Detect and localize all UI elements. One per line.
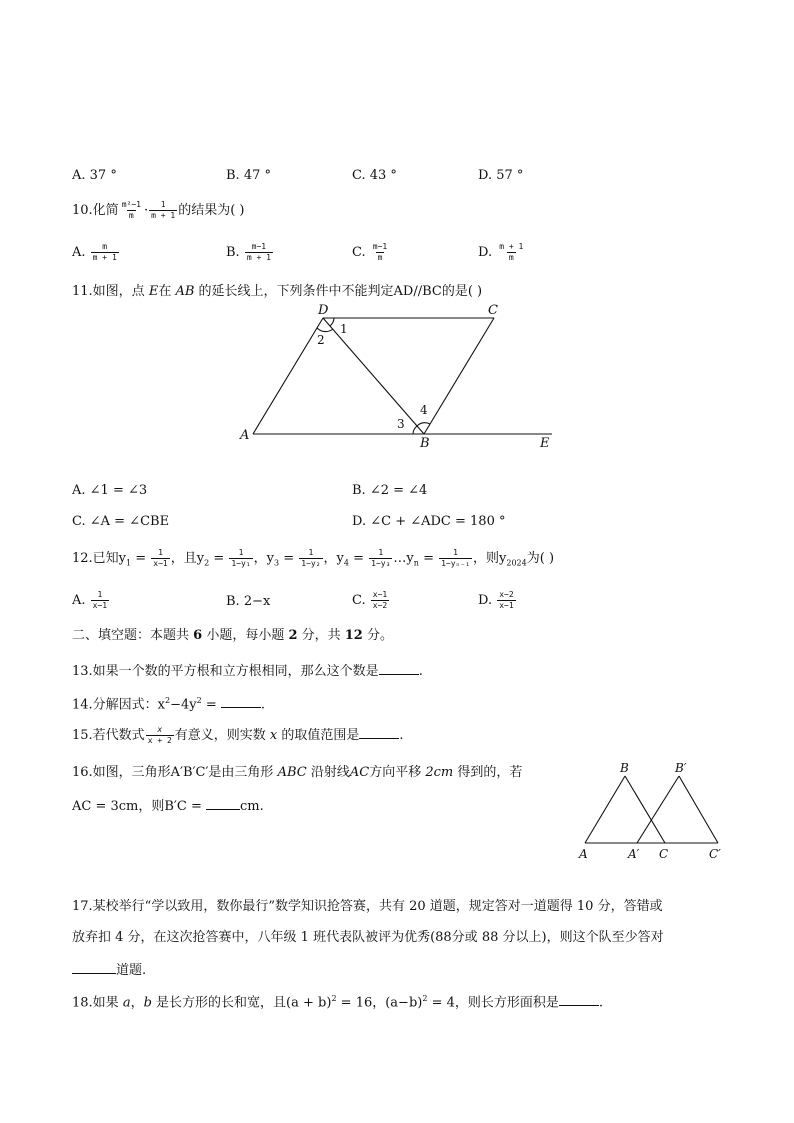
section2-mid: 小题，每小题 xyxy=(202,628,289,643)
q12-fn-den: 1−yₙ₋₁ xyxy=(441,559,471,568)
q10-opt-b-label: B. xyxy=(226,245,240,260)
q17-answer-blank[interactable] xyxy=(72,959,116,974)
q12-suffix: 为( ) xyxy=(526,551,555,566)
q12-f3-den: 1−y₂ xyxy=(301,559,321,568)
q9-option-b[interactable]: B. 47 ° xyxy=(226,168,271,183)
q12-opt-a-den: x−1 xyxy=(92,601,108,610)
q16-distance: 2cm xyxy=(425,765,454,780)
q10-opt-d-num: m + 1 xyxy=(499,242,524,251)
q12-option-c[interactable] xyxy=(352,590,390,611)
section2-pre: 二、填空题：本题共 xyxy=(72,628,194,643)
q12-opt-c-den: x−2 xyxy=(372,601,388,610)
q12-option-b[interactable]: B. 2−x xyxy=(226,594,271,609)
q12-opt-d-num: x−2 xyxy=(499,590,514,599)
q11-label-2: 2 xyxy=(317,333,325,347)
q11-option-a[interactable]: A. ∠1 = ∠3 xyxy=(72,483,148,498)
q16-label-c: C xyxy=(659,847,669,861)
q15-end: . xyxy=(399,728,404,743)
q12-eq2: = xyxy=(209,551,229,566)
question-17-line-1: 17.某校举行“学以致用，数你最行”数学知识抢答赛，共有 20 道题，规定答对一道题得 10 分，答错或 xyxy=(72,899,663,914)
q16-ac: AC xyxy=(349,765,370,780)
q12-option-d[interactable] xyxy=(478,590,517,611)
q18-comma: ， xyxy=(130,995,144,1011)
question-14 xyxy=(72,691,265,715)
q16-line1-post: 得到的，若 xyxy=(453,765,523,780)
q12-opt-c-frac xyxy=(371,590,389,611)
q18-var-b: b xyxy=(143,995,152,1011)
q14-mid: −4y xyxy=(170,697,197,713)
q11-label-d: D xyxy=(318,303,329,318)
q16-line1-mid: 沿射线 xyxy=(306,765,350,780)
q12-mid3: ，y xyxy=(323,551,344,566)
q12-mid4: …y xyxy=(393,551,414,566)
q16-answer-blank[interactable] xyxy=(206,795,240,810)
q18-end: . xyxy=(598,995,604,1011)
q12-mid1: ，且y xyxy=(170,551,205,566)
q12-sub3: 3 xyxy=(274,558,280,568)
q11-option-d[interactable]: D. ∠C + ∠ADC = 180 ° xyxy=(352,514,506,529)
q10-f1-den: m xyxy=(128,211,134,220)
q11-line-ad xyxy=(253,318,323,434)
q12-frac-1 xyxy=(151,548,169,569)
q18-answer-blank[interactable] xyxy=(559,991,599,1006)
q9-option-a[interactable]: A. 37 ° xyxy=(72,168,117,183)
q11-label-3: 3 xyxy=(397,417,405,431)
q11-arc-angle-2 xyxy=(317,328,333,332)
q12-opt-c-label: C. xyxy=(352,593,366,608)
q12-frac-3 xyxy=(299,548,322,569)
q11-text-mid1: 在 xyxy=(158,284,176,299)
q12-opt-d-den: x−1 xyxy=(499,601,514,610)
q12-eq4: = xyxy=(348,551,369,566)
q12-eq1: = xyxy=(131,551,151,566)
q12-f1-num: 1 xyxy=(158,548,163,557)
question-17-line-2: 放弃扣 4 分，在这次抢答赛中，八年级 1 班代表队被评为优秀(88分或 88 分以上)，则这个队至少答对 xyxy=(72,930,664,945)
q12-frac-4 xyxy=(369,548,392,569)
q12-frac-2 xyxy=(229,548,252,569)
q12-mid5: ，则y xyxy=(473,551,507,566)
q16-line2-post: cm. xyxy=(239,799,264,814)
section2-points-each: 2 xyxy=(288,628,298,643)
q10-opt-c-label: C. xyxy=(352,245,366,260)
section2-post: 分。 xyxy=(362,628,393,643)
q10-suffix: 的结果为( ) xyxy=(178,203,245,218)
q12-frac-n xyxy=(439,548,472,569)
q18-mid3: = 4，则长方形面积是 xyxy=(427,995,559,1011)
q11-point-e: E xyxy=(148,284,159,299)
q15-var-x: x xyxy=(269,728,278,743)
q12-eq3: = xyxy=(279,551,299,566)
q12-f4-den: 1−y₃ xyxy=(371,559,391,568)
q12-opt-a-label: A. xyxy=(72,593,86,608)
q16-line1-mid2: 方向平移 xyxy=(369,765,426,780)
q18-mid: 是长方形的长和宽，且(a + b) xyxy=(151,995,332,1011)
q10-opt-b-den: m + 1 xyxy=(246,253,271,262)
q11-arc-angle-3 xyxy=(413,426,417,434)
q10-opt-a-num: m xyxy=(102,242,108,251)
question-15 xyxy=(72,724,404,746)
q12-f4-num: 1 xyxy=(378,548,384,557)
question-12 xyxy=(72,548,554,574)
q12-opt-c-num: x−1 xyxy=(372,590,388,599)
q14-text: 14.分解因式：x xyxy=(72,697,166,713)
q16-label-aprime: A′ xyxy=(628,847,640,861)
q18-mid2: = 16，(a−b) xyxy=(336,995,423,1011)
section2-mid2: 分，共 xyxy=(297,628,345,643)
q16-line2-pre: AC = 3cm，则B′C = xyxy=(72,799,206,814)
q13-end: . xyxy=(418,664,423,679)
q11-label-e: E xyxy=(540,436,550,451)
q10-f1-num: m²−1 xyxy=(121,200,141,209)
q16-line-ab xyxy=(585,776,625,843)
q12-option-a[interactable] xyxy=(72,590,110,611)
q16-label-cprime: C′ xyxy=(709,847,721,861)
q18-sup1: 2 xyxy=(331,994,337,1003)
q10-opt-c-num: m−1 xyxy=(372,242,388,251)
q12-opt-d-frac xyxy=(497,590,515,611)
q12-opt-a-num: 1 xyxy=(97,590,103,599)
q12-f2-den: 1−y₁ xyxy=(231,559,251,568)
q14-answer-blank[interactable] xyxy=(221,693,261,708)
question-17-line-3 xyxy=(72,959,146,981)
q12-sub2024: 2024 xyxy=(506,558,527,568)
q17-line3-post: 道题. xyxy=(116,963,147,978)
q12-subn: n xyxy=(413,558,419,568)
q12-sub2: 2 xyxy=(204,558,210,568)
section2-total: 12 xyxy=(344,628,363,643)
q12-f3-num: 1 xyxy=(308,548,314,557)
question-16-line-2 xyxy=(72,795,264,817)
q11-text-pre: 11.如图，点 xyxy=(72,284,149,299)
q15-mid: 有意义，则实数 xyxy=(174,728,270,743)
q10-f2-num: 1 xyxy=(160,200,166,209)
q10-f2-den: m + 1 xyxy=(151,211,176,220)
q14-sup2: 2 xyxy=(196,696,202,705)
q16-line-bc xyxy=(625,776,665,843)
q11-label-1: 1 xyxy=(340,322,348,336)
section-2-heading xyxy=(72,626,393,646)
q18-pre: 18.如果 xyxy=(72,995,123,1011)
section2-count: 6 xyxy=(193,628,203,643)
q12-sub4: 4 xyxy=(343,558,349,568)
q12-mid2: ，y xyxy=(253,551,274,566)
q11-arc-angle-1 xyxy=(330,318,334,326)
q12-sub1: 1 xyxy=(126,558,132,568)
q11-segment-ab: AB xyxy=(175,284,195,299)
q11-line-db xyxy=(323,318,424,434)
q11-line-bc xyxy=(424,318,494,434)
question-16-line-1 xyxy=(72,763,522,783)
q12-prefix: 12.已知y xyxy=(72,551,127,566)
q16-line-bprime-cprime xyxy=(679,776,718,843)
q10-opt-d-den: m xyxy=(508,253,514,262)
q12-opt-a-frac xyxy=(91,590,109,611)
q11-label-b: B xyxy=(420,436,430,451)
q12-eq5: = xyxy=(418,551,439,566)
q13-text: 13.如果一个数的平方根和立方根相同，那么这个数是 xyxy=(72,664,379,679)
q12-f1-den: x−1 xyxy=(153,559,168,568)
q18-var-a: a xyxy=(122,995,131,1011)
q11-label-a: A xyxy=(240,428,250,443)
q15-fraction xyxy=(146,725,174,746)
q10-opt-b-num: m−1 xyxy=(251,242,267,251)
question-13 xyxy=(72,660,423,682)
q11-option-c[interactable]: C. ∠A = ∠CBE xyxy=(72,514,170,529)
q16-label-b: B xyxy=(620,761,629,775)
question-18 xyxy=(72,989,603,1013)
q16-abc: ABC xyxy=(277,765,307,780)
q9-option-d[interactable]: D. 57 ° xyxy=(478,168,524,183)
q13-answer-blank[interactable] xyxy=(379,660,419,675)
q12-f2-num: 1 xyxy=(238,548,244,557)
q16-line1-pre: 16.如图，三角形A′B′C′是由三角形 xyxy=(72,765,278,780)
q10-prefix: 10.化简 xyxy=(72,203,119,218)
q10-opt-a-den: m + 1 xyxy=(92,253,117,262)
q15-f-num: x xyxy=(157,725,163,734)
q16-line-aprime-bprime xyxy=(637,776,679,843)
q10-opt-a-label: A. xyxy=(72,245,86,260)
q10-opt-c-den: m xyxy=(377,253,383,262)
q11-label-c: C xyxy=(488,303,498,318)
q12-fn-num: 1 xyxy=(453,548,458,557)
q14-eq: = xyxy=(201,697,221,713)
q14-sup1: 2 xyxy=(165,696,171,705)
q15-answer-blank[interactable] xyxy=(359,724,399,739)
q15-f-den: x + 2 xyxy=(147,736,172,745)
q11-option-b[interactable]: B. ∠2 = ∠4 xyxy=(352,483,428,498)
q12-opt-d-label: D. xyxy=(478,593,493,608)
q10-opt-d-label: D. xyxy=(478,245,493,260)
q9-option-c[interactable]: C. 43 ° xyxy=(352,168,397,183)
q11-text-mid2: 的延长线上，下列条件中不能判定AD//BC的是( ) xyxy=(194,284,483,299)
q18-sup2: 2 xyxy=(422,994,428,1003)
q15-suffix: 的取值范围是 xyxy=(277,728,360,743)
q11-label-4: 4 xyxy=(420,403,428,417)
q15-prefix: 15.若代数式 xyxy=(72,728,145,743)
q10-dot: · xyxy=(143,203,149,218)
q11-arc-angle-4 xyxy=(417,423,430,426)
q16-label-a: A xyxy=(579,847,588,861)
q14-end: . xyxy=(260,697,266,713)
q16-label-bprime: B′ xyxy=(675,761,687,775)
